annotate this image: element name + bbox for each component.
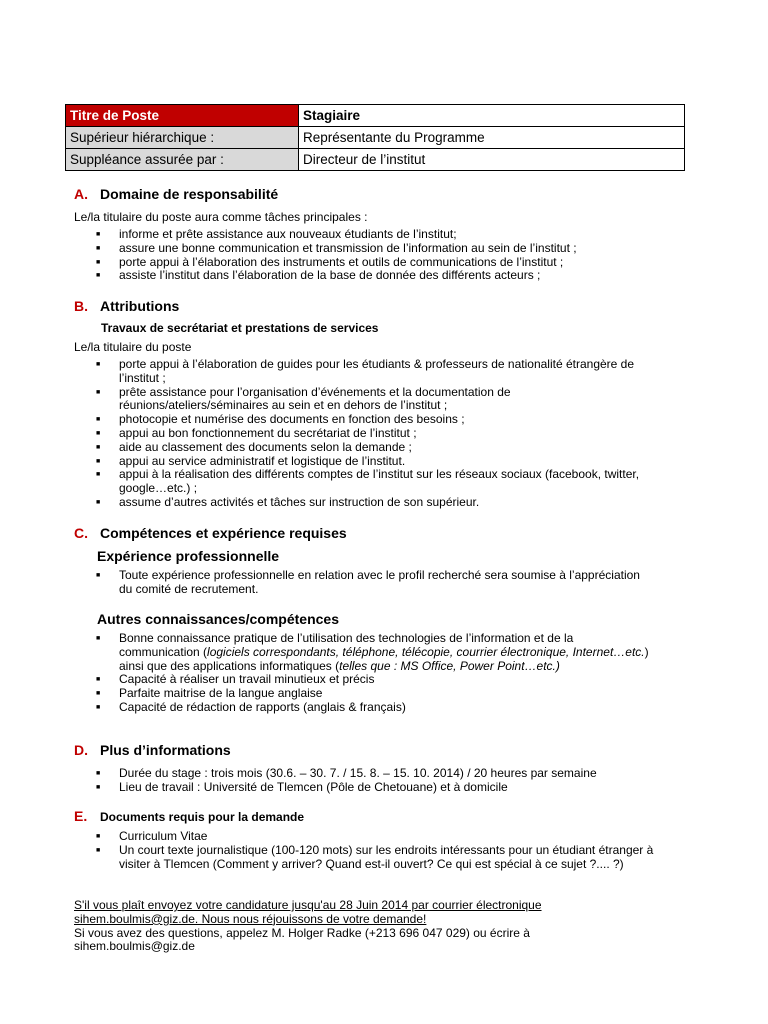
deadline-line: S'il vous plaît envoyez votre candidature jusqu'au 28 Juin 2014 par courrier électronique xyxy=(74,898,542,912)
section-e-list xyxy=(96,830,656,871)
job-header-table xyxy=(65,104,685,171)
section-title: Attributions xyxy=(100,298,180,314)
deputy-value: Directeur de l’institut xyxy=(299,149,685,171)
bullet-icon: ■ xyxy=(96,676,101,684)
bullet-icon: ■ xyxy=(96,231,101,238)
list-item: ■ photocopie et numérise des documents en fonction des besoins ; xyxy=(96,412,465,427)
job-title-label: Titre de Poste xyxy=(66,105,299,127)
skills-list xyxy=(96,632,656,715)
section-e-heading xyxy=(74,808,304,824)
section-letter: A. xyxy=(74,186,88,202)
list-item: ■ appui au bon fonctionnement du secrétariat de l’institut ; xyxy=(96,425,417,440)
bullet-icon: ■ xyxy=(96,846,101,854)
supervisor-label: Supérieur hiérarchique : xyxy=(66,127,299,149)
experience-subheading: Expérience professionnelle xyxy=(97,548,280,564)
section-title: Compétences et expérience requises xyxy=(100,525,347,541)
list-item: ■ porte appui à l’élaboration de guides pour les étudiants & professeurs de nationalité étrangère de l’institut ; xyxy=(96,357,635,385)
contact-line: Si vous avez des questions, appelez M. Holger Radke (+213 696 047 029) ou écrire à xyxy=(74,925,530,940)
list-item: ■ Toute expérience professionnelle en relation avec le profil recherché sera soumise à l’appréciation du comité de recrutement. xyxy=(96,568,640,596)
bullet-icon: ■ xyxy=(96,770,101,777)
table-row xyxy=(66,105,685,127)
list-item: ■ Capacité de rédaction de rapports (anglais & français) xyxy=(96,699,406,714)
bullet-icon: ■ xyxy=(96,833,101,840)
list-item: ■ Parfaite maitrise de la langue anglaise xyxy=(96,686,323,701)
bullet-icon: ■ xyxy=(96,244,101,252)
bullet-icon: ■ xyxy=(96,572,101,579)
list-item: ■ appui au service administratif et logistique de l’institut. xyxy=(96,453,406,468)
section-title: Plus d’informations xyxy=(100,742,231,758)
section-a-heading xyxy=(74,186,278,202)
table-row xyxy=(66,149,685,171)
list-item: ■ aide au classement des documents selon la demande ; xyxy=(96,439,412,454)
section-title: Domaine de responsabilité xyxy=(100,186,279,202)
bullet-icon: ■ xyxy=(96,703,101,711)
section-d-heading xyxy=(74,742,231,758)
deputy-label: Suppléance assurée par : xyxy=(66,149,299,171)
application-footer xyxy=(74,899,542,954)
list-item: ■ porte appui à l’élaboration des instruments et outils de communications de l’institut ; xyxy=(96,254,564,269)
bullet-icon: ■ xyxy=(96,457,101,465)
section-letter: D. xyxy=(74,742,88,758)
bullet-icon: ■ xyxy=(96,361,101,368)
list-item: ■ assiste l’institut dans l’élaboration de la base de donnée des différents acteurs ; xyxy=(96,268,541,283)
list-item: ■ Capacité à réaliser un travail minutieux et précis xyxy=(96,672,375,687)
list-item: ■ prête assistance pour l’organisation d’événements et la documentation de réunions/ateliers/séminaires au sein et en dehors de l’institut ; xyxy=(96,384,511,413)
section-letter: E. xyxy=(74,808,88,824)
bullet-icon: ■ xyxy=(96,443,101,451)
skills-subheading: Autres connaissances/compétences xyxy=(97,611,339,627)
list-item: ■ Un court texte journalistique (100-120 mots) sur les endroits intéressants pour un étudiant étranger à visiter à Tlemcen (Comment y arriver? Quand est-il ouvert? Ce qui est spécial à ce sujet ?.... ?) xyxy=(96,842,654,871)
section-b-intro: Le/la titulaire du poste xyxy=(74,340,192,354)
bullet-icon: ■ xyxy=(96,429,101,437)
bullet-icon: ■ xyxy=(96,416,101,424)
section-a-intro: Le/la titulaire du poste aura comme tâches principales : xyxy=(74,210,368,224)
section-c-heading xyxy=(74,525,347,541)
list-item: ■ Durée du stage : trois mois (30.6. – 30. 7. / 15. 8. – 15. 10. 2014) / 20 heures par semaine xyxy=(96,766,597,780)
experience-list xyxy=(96,569,656,597)
bullet-icon: ■ xyxy=(96,388,101,396)
list-item: ■ appui à la réalisation des différents comptes de l’institut sur les réseaux sociaux (facebook, twitter, google…etc.) ; xyxy=(96,467,640,496)
supervisor-value: Représentante du Programme xyxy=(299,127,685,149)
bullet-icon: ■ xyxy=(96,498,101,506)
list-item: ■ Bonne connaissance pratique de l’utilisation des technologies de l’information et de la communication (logiciels correspondants, téléphone, télécopie, courrier électronique, Internet…etc.) ainsi que des applications informatiques (telles que : MS Office, Power Point…etc.) xyxy=(96,631,649,673)
bullet-icon: ■ xyxy=(96,635,101,642)
list-item: ■ Curriculum Vitae xyxy=(96,829,208,843)
list-item: ■ informe et prête assistance aux nouveaux étudiants de l’institut; xyxy=(96,227,457,241)
section-b-list xyxy=(96,358,656,510)
bullet-icon: ■ xyxy=(96,258,101,266)
table-row xyxy=(66,127,685,149)
job-title-value: Stagiaire xyxy=(299,105,685,127)
section-letter: C. xyxy=(74,525,88,541)
section-title: Documents requis pour la demande xyxy=(100,810,305,824)
section-letter: B. xyxy=(74,298,88,314)
bullet-icon: ■ xyxy=(96,471,101,479)
list-item: ■ assume d’autres activités et tâches sur instruction de son supérieur. xyxy=(96,494,480,509)
section-a-list xyxy=(96,228,656,283)
list-item: ■ assure une bonne communication et transmission de l’information au sein de l’institut ; xyxy=(96,240,577,255)
section-b-subtitle: Travaux de secrétariat et prestations de services xyxy=(101,321,379,335)
email-thanks-line[interactable]: sihem.boulmis@giz.de. Nous nous réjouissons de votre demande! xyxy=(74,911,427,926)
bullet-icon: ■ xyxy=(96,783,101,791)
section-b-heading xyxy=(74,298,179,314)
bullet-icon: ■ xyxy=(96,272,101,280)
contact-email[interactable]: sihem.boulmis@giz.de xyxy=(74,939,195,954)
section-d-list xyxy=(96,767,656,795)
list-item: ■ Lieu de travail : Université de Tlemcen (Pôle de Chetouane) et à domicile xyxy=(96,779,508,794)
bullet-icon: ■ xyxy=(96,690,101,698)
